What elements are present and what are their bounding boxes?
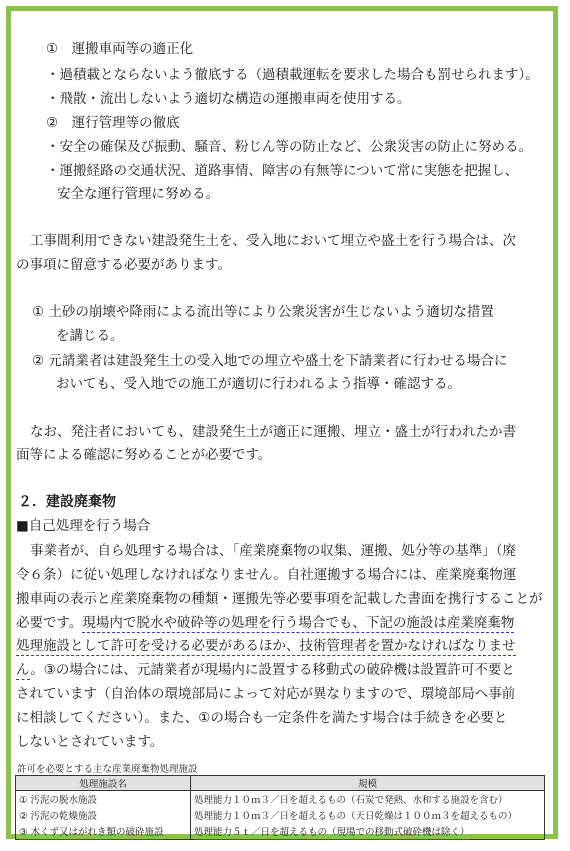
header-scale: 規模 (191, 776, 545, 791)
bullet-overload: ・過積載とならないよう徹底する（過積載運転を要求した場合も罰せられます）。 (46, 67, 539, 83)
paragraph-3-line2: 面等による確認に努めることが必要です。 (16, 447, 272, 463)
section-2-line2: 令６条）に従い処理しなければなりません。自社運搬する場合には、産業廃棄物運 (16, 567, 517, 583)
paragraph-2-line1: 工事間利用できない建設発生土を、受入地において埋立や盛土を行う場合は、次 (30, 233, 516, 249)
section-2-line4 (16, 615, 514, 631)
table-row (16, 791, 545, 808)
facility-scale-cell: 処理能力１０ｍ３／日を超えるもの（石炭で発熱、水和する施設を含む） (191, 791, 545, 808)
table-caption: 許可を必要とする主な産業廃棄物処理施設 (17, 764, 198, 775)
item-2-heading: ② 運行管理等の徹底 (46, 115, 180, 131)
bullet-safety: ・安全の確保及び振動、騒音、粉じん等の防止など、公衆災害の防止に努める。 (46, 139, 532, 155)
section-2-line6-plain: 。③の場合には、元請業者が現場内に設置する移動式の破砕機は設置許可不要と (30, 662, 515, 678)
highlight-onsite-processing: 現場内で脱水や破砕等の処理を行う場合でも、下記の施設は産業廃棄物 (82, 615, 515, 631)
bullet-vehicle: ・飛散・流出しないよう適切な構造の運搬車両を使用する。 (46, 91, 411, 107)
permit-facilities-table (15, 775, 545, 840)
paragraph-3-line1: なお、発注者においても、建設発生土が適正に運搬、埋立・盛土が行われたか書 (30, 424, 516, 440)
paragraph-2-line2: の事項に留意する必要があります。 (16, 257, 231, 273)
section-2-line9: しないとされています。 (16, 734, 164, 750)
facility-name-cell (16, 823, 191, 840)
table-row (16, 807, 545, 823)
section-2-line3: 搬車両の表示と産業廃棄物の種類・運搬先等必要事項を記載した書面を携行することが (16, 591, 543, 607)
section-2-line5 (16, 638, 516, 654)
highlight-permit-required: 処理施設として許可を受ける必要があるほか、技術管理者を置かなければなりませ (16, 638, 516, 654)
section-2-line1: 事業者が、自ら処理する場合は、「産業廃棄物の収集、運搬、処分等の基準」（廃 (30, 543, 516, 559)
facility-name-cell: ① 汚泥の脱水施設 (16, 791, 191, 808)
note-1-line2: を講じる。 (56, 328, 124, 344)
highlight-permit-required-end: ん (16, 662, 31, 678)
section-2-line7: されています（自治体の環境部局によって対応が異なりますので、環境部局へ事前 (16, 686, 516, 702)
section-2-heading: ２．建設廃棄物 (18, 494, 116, 510)
section-2-line8: に相談してください）。また、①の場合も一定条件を満たす場合は手続きを必要と (16, 710, 508, 726)
note-2-line1: ② 元請業者は建設発生土の受入地での埋立や盛土を下請業者に行わせる場合に (32, 353, 508, 369)
section-2-line4-plain: 必要です。 (16, 615, 83, 631)
bullet-route-cont: 安全な運行管理に努める。 (57, 186, 219, 202)
highlight-crusher-scale: 処理能力５ｔ／日を超えるもの（現場での移動式破砕機は除く） (194, 827, 470, 838)
item-1-heading: ① 運搬車両等の適正化 (46, 41, 194, 57)
header-facility-name: 処理施設名 (16, 776, 191, 791)
facility-scale-cell (191, 823, 545, 840)
bullet-route: ・運搬経路の交通状況、道路事情、障害の有無等について常に実態を把握し、 (46, 163, 519, 179)
note-2-line2: おいても、受入地での施工が適切に行われるよう指導・確認する。 (56, 376, 461, 392)
subsection-heading: ■自己処理を行う場合 (16, 518, 151, 534)
highlight-crusher-facility: ③ 木くず又はがれき類の破砕施設 (19, 827, 164, 838)
table-row (16, 823, 545, 840)
facility-scale-cell: 処理能力１０ｍ３／日を超えるもの（天日乾燥は１００ｍ３を超えるもの） (191, 807, 545, 823)
facility-name-cell: ② 汚泥の乾燥施設 (16, 807, 191, 823)
note-1-line1: ① 土砂の崩壊や降雨による流出等により公衆災害が生じないよう適切な措置 (32, 304, 494, 320)
section-2-line6 (16, 662, 515, 678)
